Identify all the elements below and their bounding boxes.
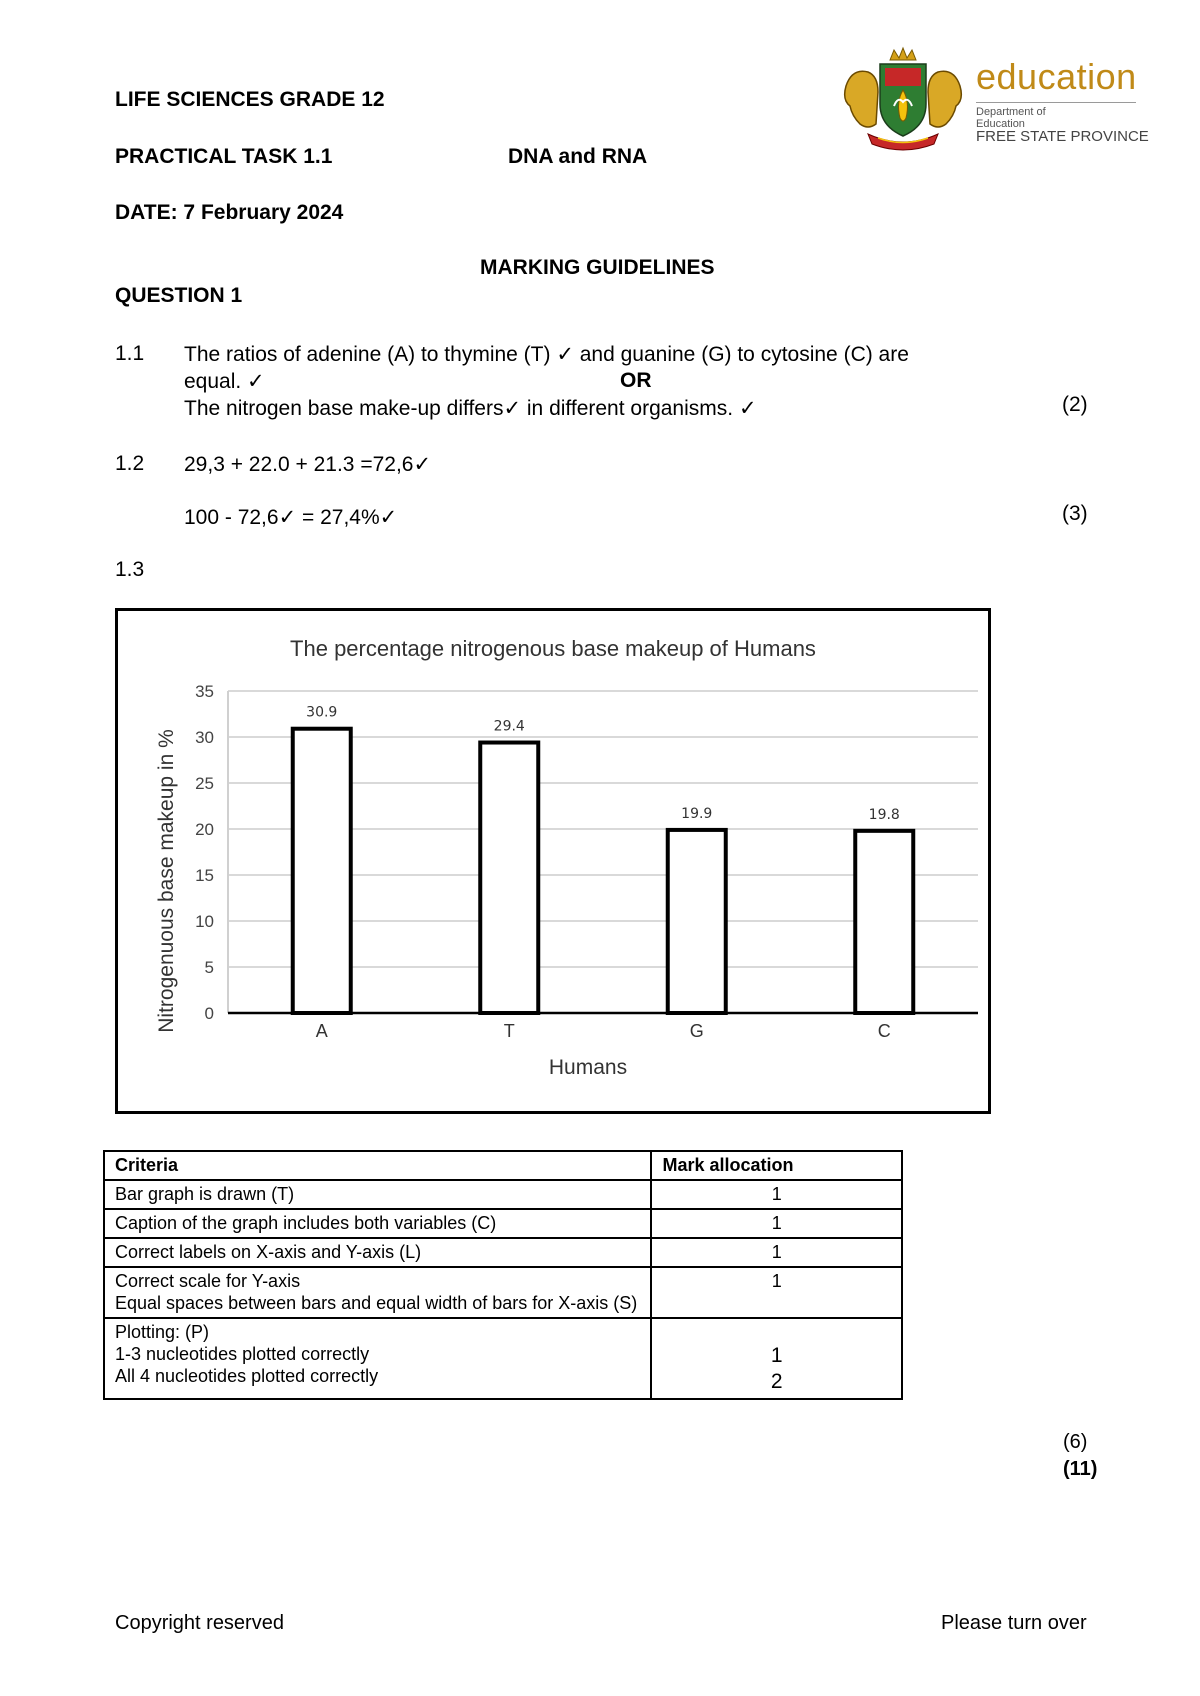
mark-cell: 1 xyxy=(651,1238,902,1267)
chart-x-tick-label: A xyxy=(315,1021,328,1041)
chart-x-tick-label: G xyxy=(689,1021,704,1041)
chart-y-tick-label: 0 xyxy=(204,1004,214,1023)
criteria-line: Equal spaces between bars and equal width of bars for X-axis (S) xyxy=(115,1293,638,1313)
task-date: DATE: 7 February 2024 xyxy=(115,201,344,224)
q1-1-or: OR xyxy=(620,369,652,392)
task-topic: DNA and RNA xyxy=(508,145,648,168)
logo-divider xyxy=(976,102,1136,103)
footer-turn-over: Please turn over xyxy=(941,1612,1087,1634)
table-row xyxy=(104,1180,902,1209)
chart-y-tick-label: 10 xyxy=(195,912,214,931)
chart-y-tick-label: 5 xyxy=(204,958,214,977)
criteria-cell: Correct labels on X-axis and Y-axis (L) xyxy=(104,1238,651,1267)
criteria-header-row xyxy=(104,1151,902,1180)
mark-line xyxy=(662,1321,891,1343)
chart-y-tick-label: 25 xyxy=(195,774,214,793)
q1-2-calc-line2: 100 - 72,6✓ = 27,4%✓ xyxy=(184,506,398,529)
table-row xyxy=(104,1318,902,1399)
chart-y-tick-label: 20 xyxy=(195,820,214,839)
q1-2-marks: (3) xyxy=(1062,502,1088,525)
mark-cell: 1 xyxy=(651,1209,902,1238)
chart-y-tick-label: 35 xyxy=(195,682,214,701)
chart-data-label: 30.9 xyxy=(306,704,338,721)
mark-line: 2 xyxy=(770,1370,783,1393)
table-row xyxy=(104,1267,902,1318)
bar-chart xyxy=(115,608,991,1114)
criteria-cell xyxy=(104,1267,651,1318)
logo-education: Education xyxy=(976,118,1025,130)
chart-x-tick-label: C xyxy=(877,1021,891,1041)
footer-copyright: Copyright reserved xyxy=(115,1612,284,1634)
chart-bar-g xyxy=(668,830,726,1013)
marking-guidelines-heading: MARKING GUIDELINES xyxy=(480,256,715,279)
chart-y-tick-label: 30 xyxy=(195,728,214,747)
criteria-line: Plotting: (P) xyxy=(115,1322,210,1342)
q1-1-number: 1.1 xyxy=(115,342,145,365)
mark-line: 1 xyxy=(770,1344,783,1367)
criteria-table xyxy=(103,1150,903,1400)
q1-2-calc-line1: 29,3 + 22.0 + 21.3 =72,6✓ xyxy=(184,453,432,476)
criteria-line: 1-3 nucleotides plotted correctly xyxy=(115,1344,370,1364)
chart-bar-c xyxy=(855,831,913,1013)
chart-y-tick-label: 15 xyxy=(195,866,214,885)
question-heading: QUESTION 1 xyxy=(115,284,243,307)
chart-x-axis-label: Humans xyxy=(548,1056,628,1079)
mark-allocation-header: Mark allocation xyxy=(651,1151,902,1180)
logo-wordmark: education xyxy=(976,56,1137,97)
chart-x-tick-label: T xyxy=(503,1021,515,1041)
criteria-header: Criteria xyxy=(104,1151,651,1180)
chart-data-label: 19.8 xyxy=(868,806,900,823)
logo-province: FREE STATE PROVINCE xyxy=(976,128,1149,145)
table-row xyxy=(104,1238,902,1267)
q1-1-answer-line2: equal. ✓ xyxy=(184,370,265,393)
mark-cell: 1 xyxy=(651,1180,902,1209)
table-row xyxy=(104,1209,902,1238)
criteria-cell xyxy=(104,1318,651,1399)
coat-of-arms-logo xyxy=(838,46,968,152)
chart-bar-t xyxy=(480,743,538,1013)
criteria-line: Correct scale for Y-axis xyxy=(115,1271,301,1291)
mark-cell xyxy=(651,1318,902,1399)
q1-2-number: 1.2 xyxy=(115,452,145,475)
task-number: PRACTICAL TASK 1.1 xyxy=(115,145,333,168)
q1-1-answer-line1: The ratios of adenine (A) to thymine (T) ✓ and guanine (G) to cytosine (C) are xyxy=(184,343,909,366)
chart-bar-a xyxy=(293,729,351,1013)
q1-1-marks: (2) xyxy=(1062,393,1088,416)
q1-3-number: 1.3 xyxy=(115,558,145,581)
question-total-marks: (11) xyxy=(1063,1458,1098,1480)
chart-data-label: 29.4 xyxy=(493,718,525,735)
mark-cell: 1 xyxy=(651,1267,902,1318)
criteria-cell: Bar graph is drawn (T) xyxy=(104,1180,651,1209)
criteria-line: All 4 nucleotides plotted correctly xyxy=(115,1366,379,1386)
logo-department: Department of xyxy=(976,106,1046,118)
criteria-cell: Caption of the graph includes both variables (C) xyxy=(104,1209,651,1238)
q1-1-answer-line3: The nitrogen base make-up differs✓ in different organisms. ✓ xyxy=(184,397,757,420)
chart-title: The percentage nitrogenous base makeup of Humans xyxy=(290,636,816,661)
chart-data-label: 19.9 xyxy=(681,805,713,822)
q1-3-marks: (6) xyxy=(1063,1431,1088,1453)
chart-y-axis-label: Nitrogenuous base makeup in % xyxy=(155,729,178,1033)
subject-title: LIFE SCIENCES GRADE 12 xyxy=(115,88,385,111)
